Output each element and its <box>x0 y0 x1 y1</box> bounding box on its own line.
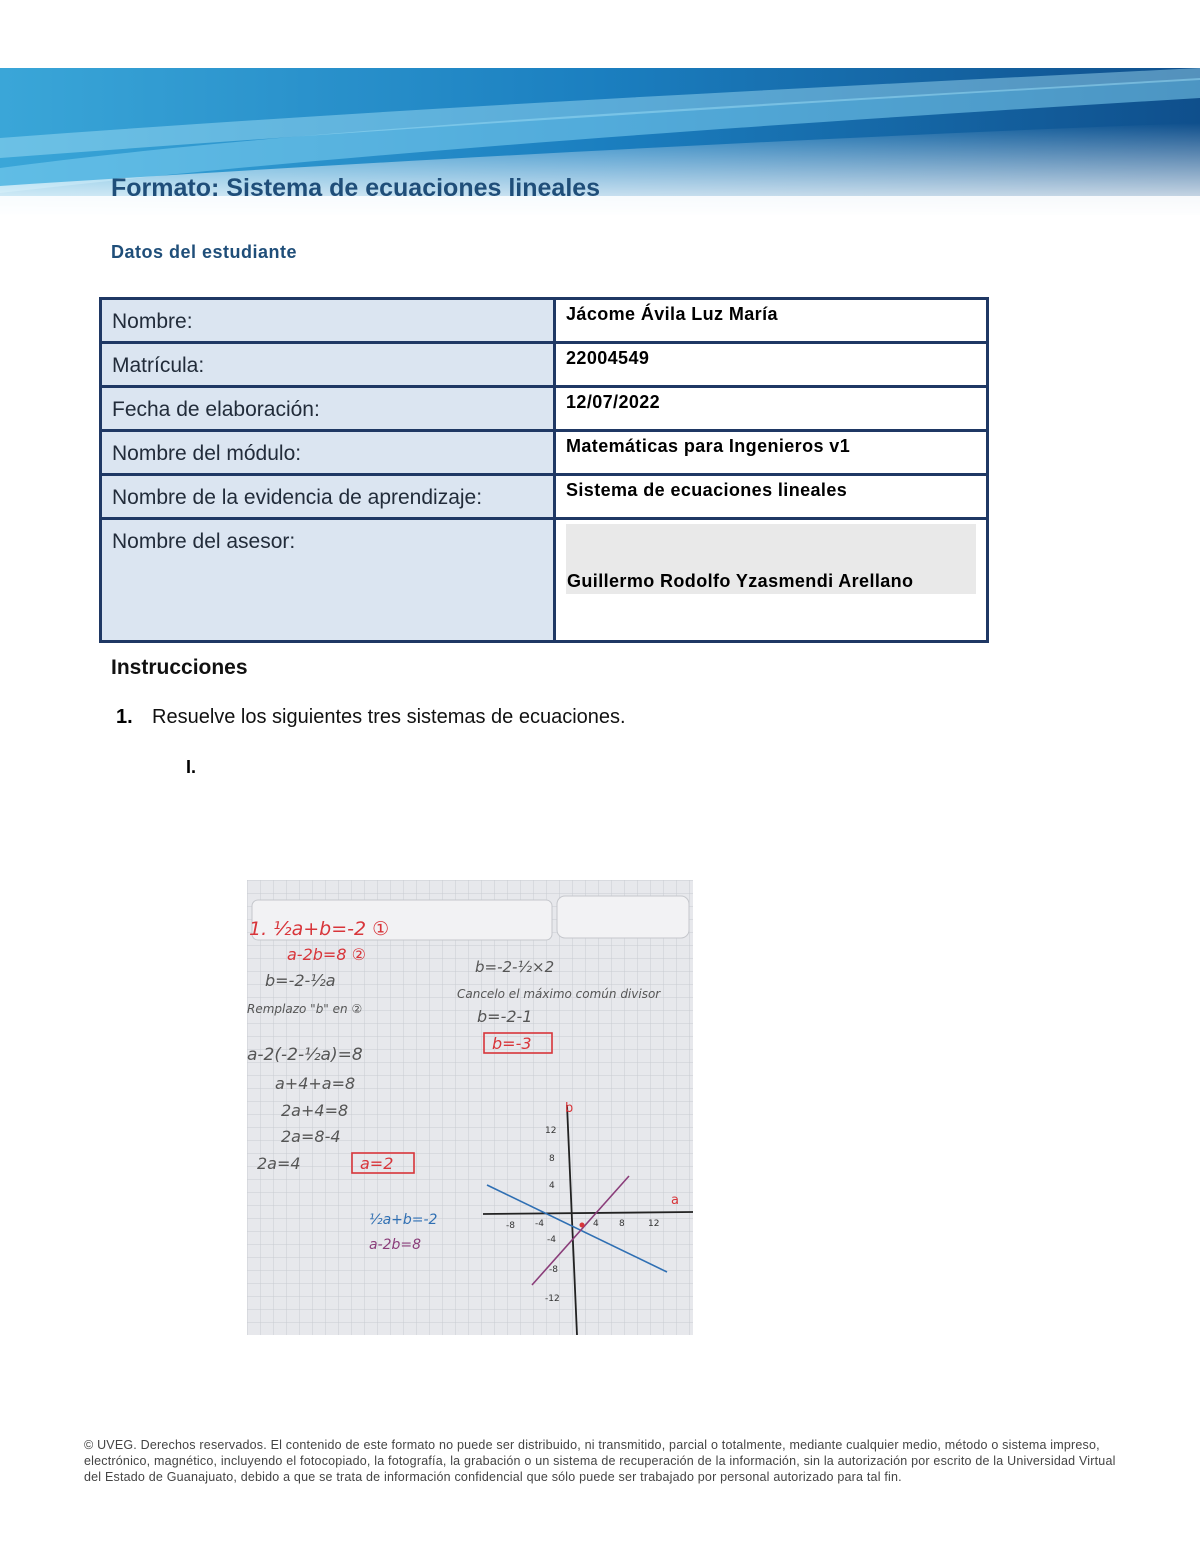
hw-result-a: a=2 <box>360 1154 394 1173</box>
table-row <box>101 387 988 431</box>
tick-label: 4 <box>549 1181 555 1191</box>
hw-legend: a-2b=8 <box>369 1237 422 1253</box>
tick-label: 12 <box>648 1219 660 1229</box>
document-title: Formato: Sistema de ecuaciones lineales <box>111 174 601 202</box>
hw-line: Cancelo el máximo común divisor <box>457 987 661 1001</box>
row-value: Jácome Ávila Luz María <box>555 299 988 343</box>
table-row <box>101 519 988 642</box>
hw-line: 2a+4=8 <box>281 1101 349 1120</box>
hw-line: b=-2-½×2 <box>475 958 555 976</box>
hw-line: Remplazo "b" en ② <box>247 1002 363 1016</box>
row-label: Fecha de elaboración: <box>101 387 555 431</box>
row-value-cell <box>555 519 988 642</box>
row-value: Sistema de ecuaciones lineales <box>555 475 988 519</box>
hw-result-b: b=-3 <box>492 1034 532 1053</box>
row-label: Nombre de la evidencia de aprendizaje: <box>101 475 555 519</box>
hw-line: a-2b=8 ② <box>287 945 366 964</box>
row-label: Nombre del asesor: <box>101 519 555 642</box>
row-value: 12/07/2022 <box>555 387 988 431</box>
tick-label: -4 <box>535 1219 544 1229</box>
table-row <box>101 475 988 519</box>
row-label: Nombre: <box>101 299 555 343</box>
copyright-footer: © UVEG. Derechos reservados. El contenido de este formato no puede ser distribuido, ni transmitido, parcial o totalmente, mediante cualquier medio, método o sistema impreso, electrónico, magnético, incluyendo el fotocopiado, la fotografía, la grabación o un sistema de recuperación de la información, sin la autorización por escrito de la Universidad Virtual del Estado de Guanajuato, debido a que se trata de información confidencial que sólo puede ser trabajado por personal autorizado para tal fin. <box>84 1438 1116 1484</box>
tick-label: -4 <box>547 1235 556 1245</box>
hw-line: a-2(-2-½a)=8 <box>247 1045 363 1065</box>
hw-line: b=-2-1 <box>477 1007 533 1026</box>
row-value: 22004549 <box>555 343 988 387</box>
handwritten-solution-photo <box>247 880 693 1335</box>
hw-line: b=-2-½a <box>265 971 336 990</box>
tick-label: 4 <box>593 1219 599 1229</box>
notebook-header-box <box>557 896 689 938</box>
hw-line: 1. ½a+b=-2 ① <box>249 918 390 940</box>
hw-line: 2a=8-4 <box>281 1127 341 1146</box>
hw-line: 2a=4 <box>257 1154 301 1173</box>
axis-a-label: a <box>671 1193 679 1208</box>
tick-label: 8 <box>549 1154 555 1164</box>
row-label: Matrícula: <box>101 343 555 387</box>
hw-legend: ½a+b=-2 <box>369 1212 438 1228</box>
row-value: Matemáticas para Ingenieros v1 <box>555 431 988 475</box>
instructions-title: Instrucciones <box>111 656 248 679</box>
section-title-student-data: Datos del estudiante <box>111 242 298 262</box>
tick-label: 8 <box>619 1219 625 1229</box>
row-label: Nombre del módulo: <box>101 431 555 475</box>
student-data-table <box>99 297 989 643</box>
hw-line: a+4+a=8 <box>275 1074 356 1093</box>
sub-item-marker: I. <box>186 757 197 777</box>
intersection-point <box>580 1223 585 1228</box>
table-row <box>101 431 988 475</box>
step-text: Resuelve los siguientes tres sistemas de ecuaciones. <box>152 706 626 728</box>
axis-b-label: b <box>565 1101 574 1116</box>
tick-label: -8 <box>549 1265 558 1275</box>
tick-label: 12 <box>545 1126 557 1136</box>
tick-label: -12 <box>545 1294 560 1304</box>
asesor-name: Guillermo Rodolfo Yzasmendi Arellano <box>567 571 914 591</box>
step-number: 1. <box>116 706 133 728</box>
table-row <box>101 343 988 387</box>
table-row <box>101 299 988 343</box>
tick-label: -8 <box>506 1221 515 1231</box>
asesor-name-box <box>566 524 976 594</box>
